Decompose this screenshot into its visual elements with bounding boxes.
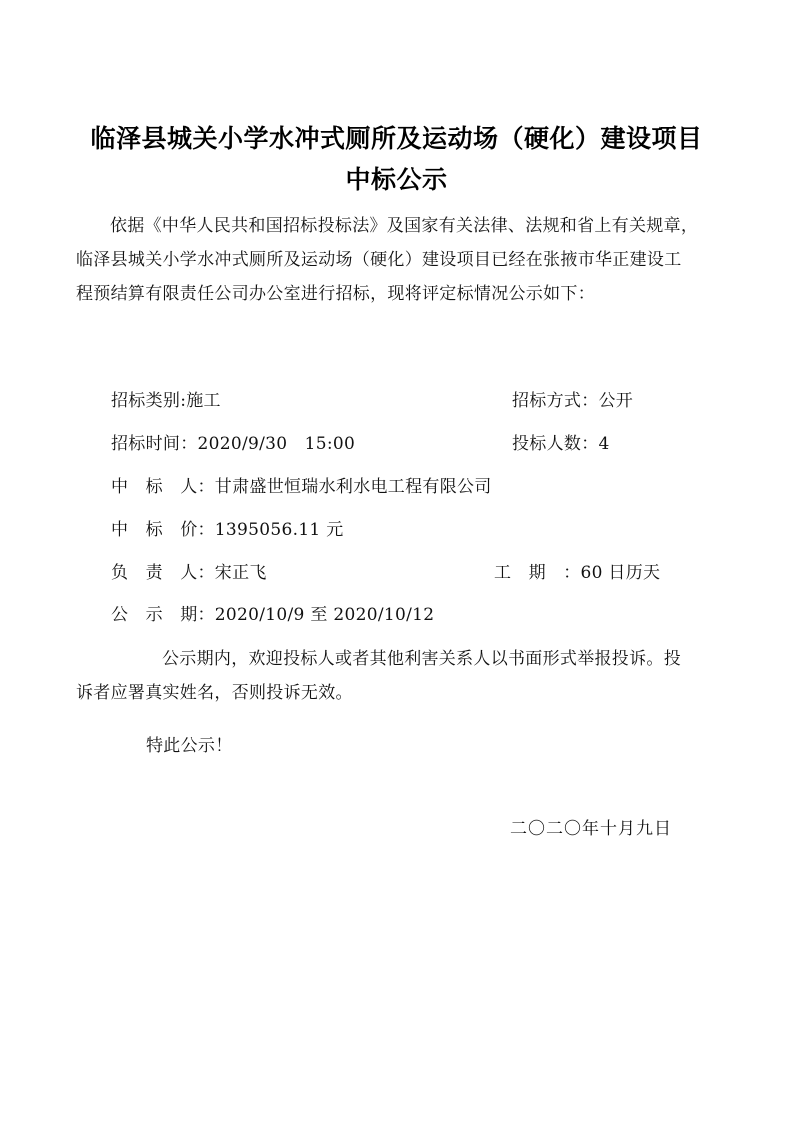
field-period: 公 示 期：2020/10/9 至 2020/10/12	[111, 605, 435, 625]
field-winner: 中 标 人：甘肃盛世恒瑞水利水电工程有限公司	[111, 477, 492, 497]
field-time: 招标时间：2020/9/30 15:00	[111, 434, 356, 454]
field-method: 招标方式：公开	[512, 391, 634, 411]
field-duration: 工 期 ：60 日历天	[494, 563, 661, 583]
closing-text: 特此公示！	[146, 736, 233, 756]
field-category: 招标类别:施工	[111, 391, 221, 411]
document-title-line-1: 临泽县城关小学水冲式厕所及运动场（硬化）建设项目	[90, 124, 703, 153]
field-manager: 负 责 人：宋正飞	[111, 563, 267, 583]
intro-line-2: 临泽县城关小学水冲式厕所及运动场（硬化）建设项目已经在张掖市华正建设工	[76, 250, 682, 270]
notice-line-2: 诉者应署真实姓名，否则投诉无效。	[76, 683, 353, 703]
field-price: 中 标 价：1395056.11 元	[111, 520, 344, 540]
intro-line-3: 程预结算有限责任公司办公室进行招标，现将评定标情况公示如下：	[76, 284, 595, 304]
document-title-line-2: 中标公示	[345, 165, 448, 194]
notice-line-1: 公示期内，欢迎投标人或者其他利害关系人以书面形式举报投诉。投	[162, 649, 681, 669]
intro-paragraph	[76, 209, 722, 311]
field-bidders: 投标人数：4	[512, 434, 610, 454]
intro-line-1: 依据《中华人民共和国招标投标法》及国家有关法律、法规和省上有关规章，	[110, 216, 699, 236]
document-date: 二〇二〇年十月九日	[510, 819, 672, 839]
notice-paragraph	[76, 642, 722, 710]
